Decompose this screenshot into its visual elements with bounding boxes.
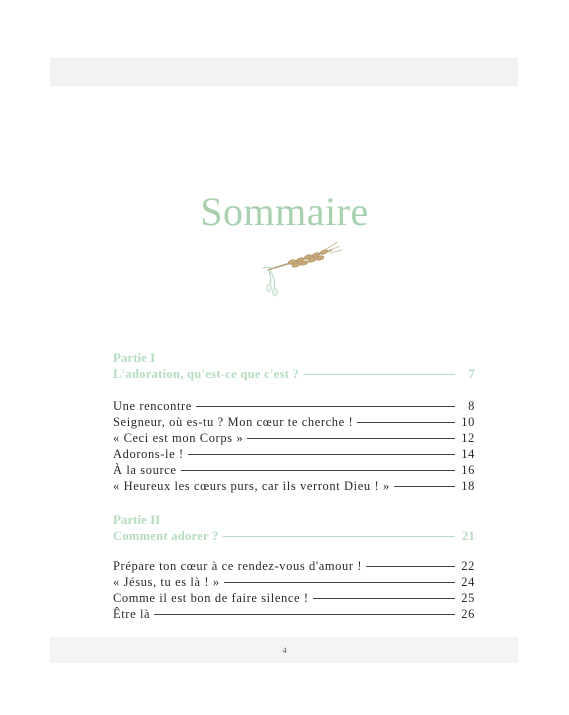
toc-entry-page: 14 (461, 447, 475, 461)
toc-entry-label: « Jésus, tu es là ! » (113, 575, 220, 589)
toc-entry[interactable] (113, 558, 475, 574)
dot-leader (366, 566, 455, 567)
toc-entry[interactable] (113, 462, 475, 478)
toc-entry-page: 25 (461, 591, 475, 605)
toc-entry-page: 16 (461, 463, 475, 477)
toc-entry-page: 8 (468, 399, 475, 413)
dot-leader (357, 422, 455, 423)
part-label: Partie II (113, 512, 161, 527)
part-label: Partie I (113, 350, 156, 365)
toc-entry[interactable] (113, 478, 475, 494)
toc-entry[interactable] (113, 590, 475, 606)
toc-entry-label: Prépare ton cœur à ce rendez-vous d'amour ! (113, 559, 363, 573)
toc-part-2 (113, 512, 475, 544)
toc-entry[interactable] (113, 430, 475, 446)
toc-entry-label: L'adoration, qu'est-ce que c'est ? (113, 367, 300, 381)
toc-entry[interactable] (113, 398, 475, 414)
dot-leader (181, 470, 455, 471)
toc-part-2-entries (113, 558, 475, 622)
dot-leader (188, 454, 455, 455)
toc-part-title[interactable] (113, 366, 475, 382)
toc-entry-page: 22 (461, 559, 475, 573)
dot-leader (224, 582, 455, 583)
toc-entry-label: Comme il est bon de faire silence ! (113, 591, 309, 605)
toc-entry-label: Adorons-le ! (113, 447, 184, 461)
toc-entry-label: À la source (113, 463, 177, 477)
toc-entry-label: Seigneur, où es-tu ? Mon cœur te cherche ! (113, 415, 354, 429)
wheat-sprig-icon (248, 240, 348, 300)
dot-leader (154, 614, 455, 615)
toc-part-1 (113, 350, 475, 382)
toc-entry-page: 21 (461, 529, 475, 543)
toc-entry-label: Comment adorer ? (113, 529, 219, 543)
toc-part-title[interactable] (113, 528, 475, 544)
toc-part-1-entries (113, 398, 475, 494)
toc-entry-page: 18 (461, 479, 475, 493)
toc-entry-label: Une rencontre (113, 399, 192, 413)
dot-leader (223, 536, 455, 537)
toc-entry[interactable] (113, 446, 475, 462)
toc-entry-page: 24 (461, 575, 475, 589)
dot-leader (247, 438, 455, 439)
toc-entry[interactable] (113, 574, 475, 590)
toc-entry-page: 26 (461, 607, 475, 621)
page-number: 4 (282, 646, 287, 655)
dot-leader (394, 486, 455, 487)
header-band (50, 58, 518, 86)
page-title: Sommaire (200, 189, 369, 234)
dot-leader (196, 406, 455, 407)
toc-entry-page: 10 (461, 415, 475, 429)
toc-entry-label: « Ceci est mon Corps » (113, 431, 244, 445)
toc-entry-page: 12 (461, 431, 475, 445)
toc-entry-label: « Heureux les cœurs purs, car ils verront Dieu ! » (113, 479, 390, 493)
dot-leader (313, 598, 455, 599)
toc-entry[interactable] (113, 606, 475, 622)
toc-entry[interactable] (113, 414, 475, 430)
dot-leader (303, 374, 455, 375)
toc-entry-page: 7 (468, 367, 475, 381)
toc-entry-label: Être là (113, 607, 151, 621)
